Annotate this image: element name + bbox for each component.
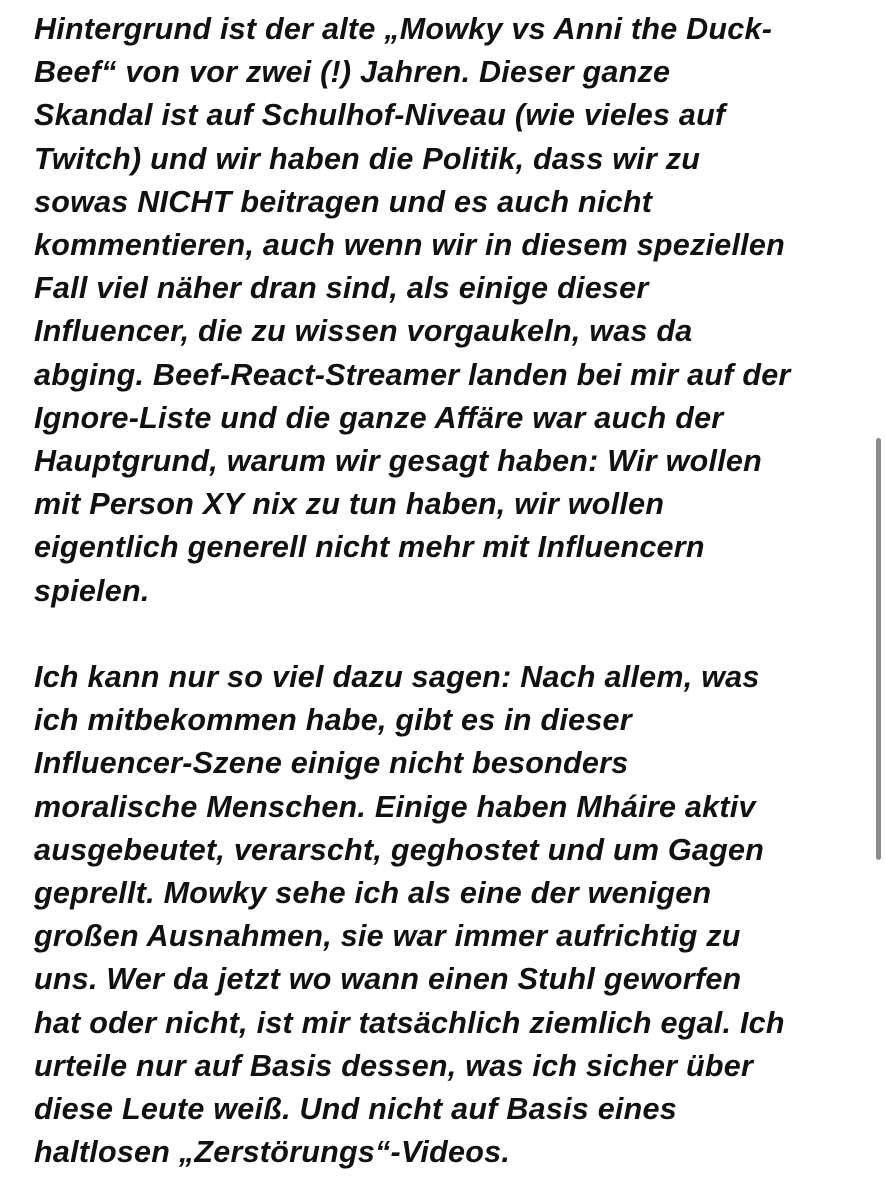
text-line: Ich kann nur so viel dazu sagen: Nach allem, was (34, 660, 760, 695)
text-line: geprellt. Mowky sehe ich als eine der wenigen (34, 876, 712, 911)
text-line: Beef“ von vor zwei (!) Jahren. Dieser ganze (34, 55, 671, 90)
text-line: eigentlich generell nicht mehr mit Influencern (34, 530, 705, 565)
text-line: Hintergrund ist der alte „Mowky vs Anni the Duck- (34, 12, 773, 46)
text-line: Hauptgrund, warum wir gesagt haben: Wir wollen (34, 444, 763, 479)
text-line: uns. Wer da jetzt wo wann einen Stuhl geworfen (34, 962, 742, 997)
scrollbar-thumb[interactable] (876, 438, 881, 860)
text-line: Ignore-Liste und die ganze Affäre war auch der (34, 400, 724, 435)
paragraph-1 (34, 8, 864, 613)
text-line: abging. Beef-React-Streamer landen bei mir auf der (34, 357, 791, 392)
paragraph-2 (34, 656, 864, 1174)
text-line: Fall viel näher dran sind, als einige dieser (34, 271, 649, 306)
text-line: haltlosen „Zerstörungs“-Videos. (34, 1135, 511, 1170)
text-line: diese Leute weiß. Und nicht auf Basis eines (34, 1092, 677, 1127)
text-line: urteile nur auf Basis dessen, was ich sicher über (34, 1048, 754, 1083)
text-line: ich mitbekommen habe, gibt es in dieser (34, 703, 632, 738)
text-line: moralische Menschen. Einige haben Mháire aktiv (34, 789, 756, 824)
text-line: hat oder nicht, ist mir tatsächlich ziemlich egal. Ich (34, 1005, 785, 1040)
text-line: Influencer, die zu wissen vorgaukeln, was da (34, 314, 693, 349)
document-text (34, 8, 864, 1174)
text-line: sowas NICHT beitragen und es auch nicht (34, 184, 653, 219)
text-line: großen Ausnahmen, sie war immer aufrichtig zu (34, 919, 741, 954)
text-line: kommentieren, auch wenn wir in diesem speziellen (34, 228, 785, 263)
text-line: Twitch) und wir haben die Politik, dass wir zu (34, 141, 701, 176)
text-line: Influencer-Szene einige nicht besonders (34, 746, 629, 781)
text-line: ausgebeutet, verarscht, geghostet und um Gagen (34, 832, 765, 867)
text-line: mit Person XY nix zu tun haben, wir wollen (34, 487, 665, 522)
vertical-scrollbar[interactable] (872, 0, 886, 1200)
text-line: spielen. (34, 573, 150, 608)
text-line: Skandal ist auf Schulhof-Niveau (wie vieles auf (34, 98, 726, 133)
